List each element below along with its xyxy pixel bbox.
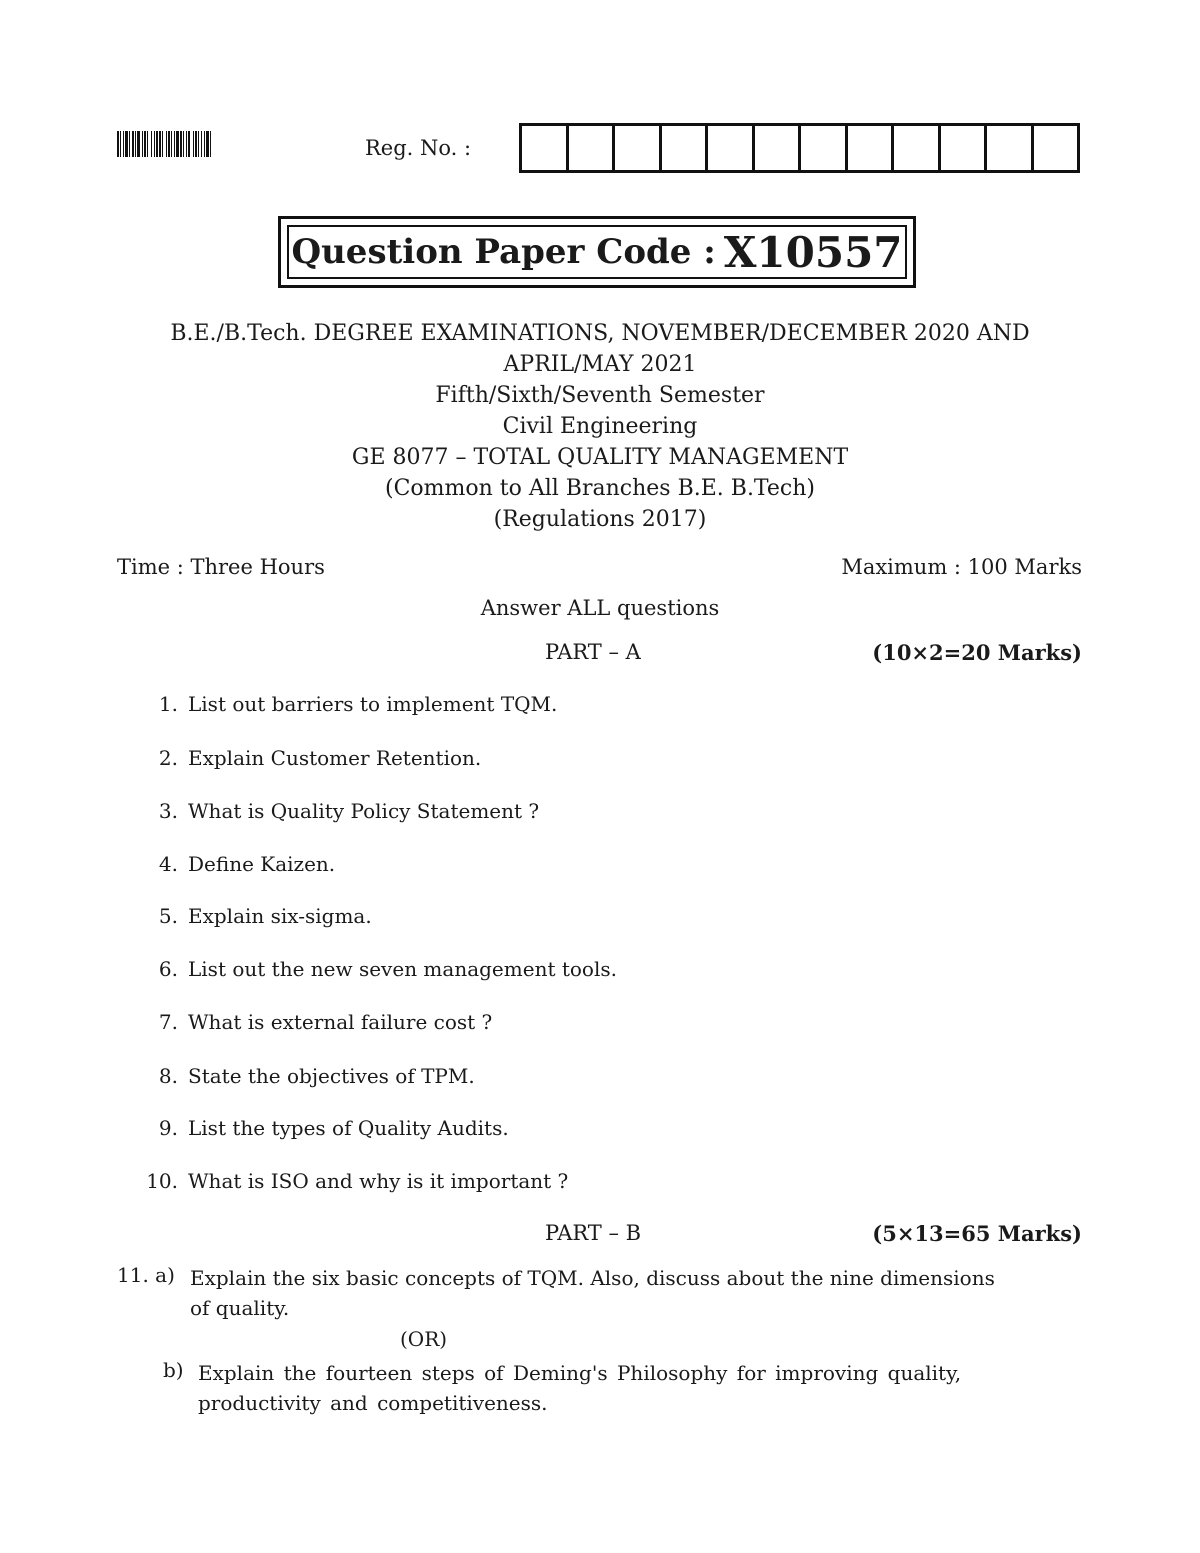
q11a-number: 11. a) (117, 1263, 175, 1287)
instruction: Answer ALL questions (480, 596, 720, 620)
question-text: What is Quality Policy Statement ? (188, 799, 540, 823)
question-number: 8. (158, 1064, 178, 1088)
part-a-title: PART – A (545, 640, 641, 664)
reg-no-digit-box[interactable] (894, 126, 941, 170)
q11b-text (198, 1358, 961, 1418)
reg-no-digit-box[interactable] (987, 126, 1034, 170)
question-text: State the objectives of TPM. (188, 1064, 475, 1088)
reg-no-digit-box[interactable] (708, 126, 755, 170)
part-a-question (130, 957, 1080, 981)
question-number: 1. (158, 692, 178, 716)
part-a-question (130, 1169, 1080, 1193)
question-number: 2. (158, 746, 178, 770)
question-number: 10. (146, 1169, 178, 1193)
exam-line-2: APRIL/MAY 2021 (503, 352, 697, 377)
question-text: What is external failure cost ? (188, 1010, 493, 1034)
question-text: Define Kaizen. (188, 852, 336, 876)
or-separator: (OR) (400, 1327, 448, 1351)
q11a-text (190, 1263, 995, 1323)
qpc-label: Question Paper Code : (291, 232, 716, 272)
question-text: Explain six-sigma. (188, 904, 372, 928)
time-label: Time : Three Hours (117, 555, 325, 579)
common-to: (Common to All Branches B.E. B.Tech) (384, 476, 815, 501)
reg-no-digit-box[interactable] (662, 126, 709, 170)
question-number: 4. (158, 852, 178, 876)
part-b-title: PART – B (545, 1221, 642, 1245)
part-a-question (130, 852, 1080, 876)
q11b-line-1: Explain the fourteen steps of Deming's Philosophy for improving quality, (198, 1361, 962, 1385)
regulations: (Regulations 2017) (493, 507, 707, 532)
q11b-line-2: productivity and competitiveness. (198, 1391, 548, 1415)
reg-no-digit-box[interactable] (848, 126, 895, 170)
reg-no-digit-box[interactable] (569, 126, 616, 170)
reg-no-digit-box[interactable] (801, 126, 848, 170)
q11b-number: b) (163, 1358, 184, 1382)
qpc-code: X10557 (723, 227, 903, 277)
part-a-question (130, 692, 1080, 716)
question-text: List the types of Quality Audits. (188, 1116, 509, 1140)
reg-no-digit-box[interactable] (615, 126, 662, 170)
reg-no-label: Reg. No. : (365, 136, 472, 160)
question-text: What is ISO and why is it important ? (188, 1169, 569, 1193)
reg-no-digit-box[interactable] (522, 126, 569, 170)
question-paper-code-box (278, 216, 916, 288)
reg-no-boxes[interactable] (519, 123, 1080, 173)
reg-no-digit-box[interactable] (1034, 126, 1078, 170)
exam-header (100, 318, 1100, 535)
question-text: Explain Customer Retention. (188, 746, 482, 770)
course-title: GE 8077 – TOTAL QUALITY MANAGEMENT (351, 445, 849, 470)
exam-line-1: B.E./B.Tech. DEGREE EXAMINATIONS, NOVEMBER/DECEMBER 2020 AND (170, 321, 1030, 346)
part-a-marks: (10×2=20 Marks) (872, 640, 1082, 665)
question-text: List out the new seven management tools. (188, 957, 617, 981)
barcode-bar (210, 131, 211, 157)
part-b-marks: (5×13=65 Marks) (872, 1221, 1082, 1246)
question-number: 9. (158, 1116, 178, 1140)
part-a-question (130, 1010, 1080, 1034)
question-text: List out barriers to implement TQM. (188, 692, 558, 716)
question-number: 7. (158, 1010, 178, 1034)
question-number: 3. (158, 799, 178, 823)
question-number: 6. (158, 957, 178, 981)
max-marks-label: Maximum : 100 Marks (841, 555, 1082, 579)
question-number: 5. (158, 904, 178, 928)
part-a-question (130, 904, 1080, 928)
part-a-question (130, 1116, 1080, 1140)
q11a-line-2: of quality. (190, 1296, 290, 1320)
barcode (117, 131, 295, 157)
part-a-question (130, 799, 1080, 823)
reg-no-digit-box[interactable] (941, 126, 988, 170)
reg-no-digit-box[interactable] (755, 126, 802, 170)
semester: Fifth/Sixth/Seventh Semester (435, 383, 765, 408)
q11a-line-1: Explain the six basic concepts of TQM. Also, discuss about the nine dimensions (190, 1266, 995, 1290)
part-a-question (130, 1064, 1080, 1088)
part-a-question (130, 746, 1080, 770)
branch: Civil Engineering (502, 414, 698, 439)
